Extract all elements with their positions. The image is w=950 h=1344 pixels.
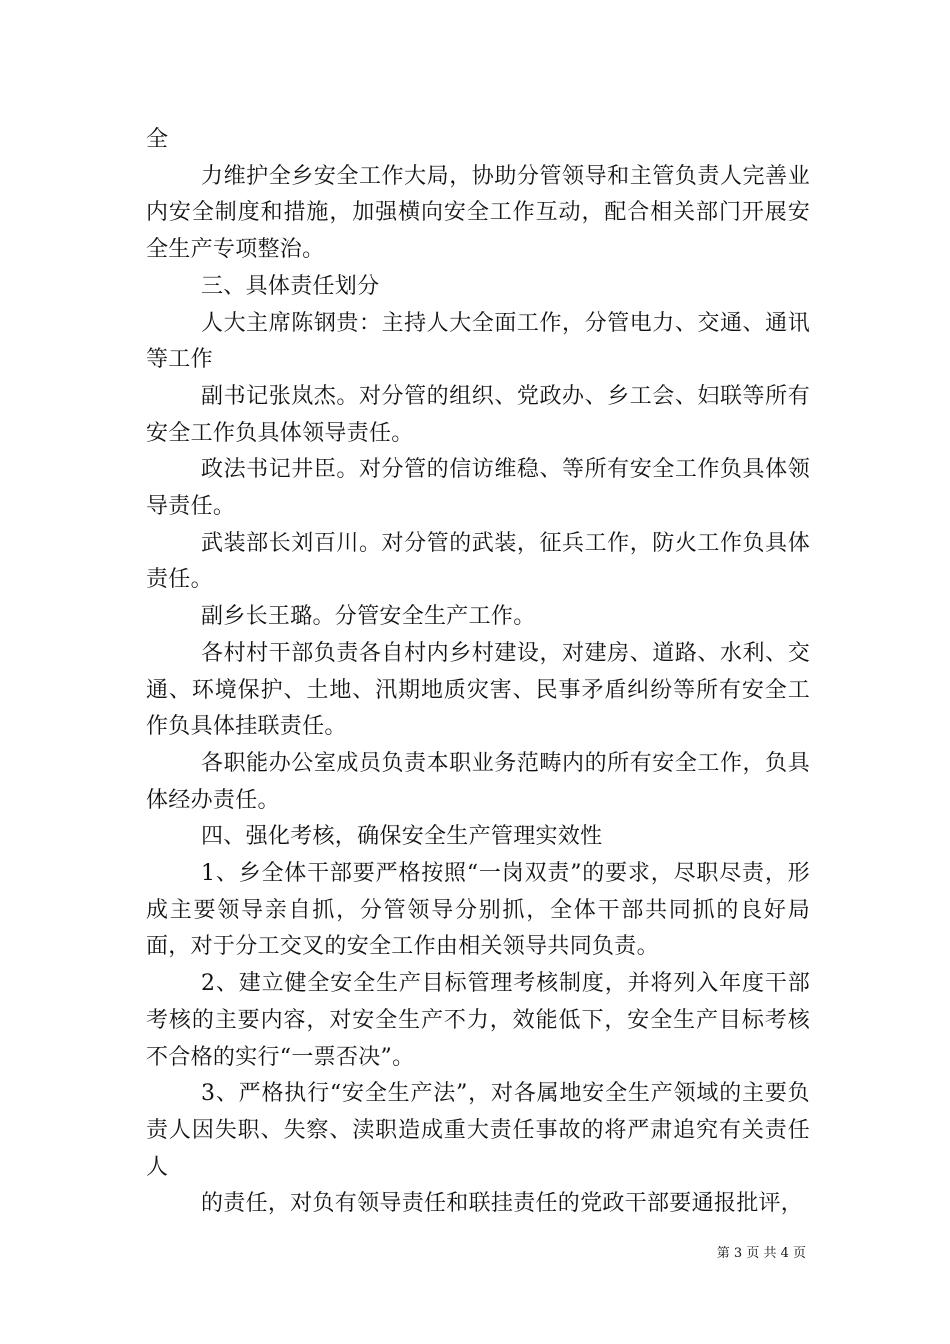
paragraph: 的责任，对负有领导责任和联挂责任的党政干部要通报批评， (201, 1191, 804, 1217)
paragraph: 2、建立健全安全生产目标管理考核制度，并将列入年度干部考核的主要内容，对安全生产不力，效能低下，安全生产目标考核不合格的实行“一票否决”。 (146, 971, 810, 1070)
paragraph: 政法书记井臣。对分管的信访维稳、等所有安全工作负具体领导责任。 (146, 457, 810, 520)
document-body (146, 122, 810, 1223)
paragraph: 各村村干部负责各自村内乡村建设，对建房、道路、水利、交通、环境保护、土地、汛期地质灾害、民事矛盾纠纷等所有安全工作负具体挂联责任。 (146, 640, 810, 740)
paragraph: 全 (146, 127, 169, 152)
page-number-footer: 第 3 页 共 4 页 (716, 1246, 806, 1261)
paragraph: 3、严格执行“安全生产法”，对各属地安全生产领域的主要负责人因失职、失察、渎职造成重大责任事故的将严肃追究有关责任人 (146, 1081, 810, 1180)
section-heading: 四、强化考核，确保安全生产管理实效性 (201, 824, 603, 850)
paragraph: 各职能办公室成员负责本职业务范畴内的所有安全工作，负具体经办责任。 (146, 750, 810, 813)
paragraph: 力维护全乡安全工作大局，协助分管领导和主管负责人完善业内安全制度和措施，加强横向安全工作互动，配合相关部门开展安全生产专项整治。 (146, 163, 810, 263)
paragraph: 武装部长刘百川。对分管的武装，征兵工作，防火工作负具体责任。 (146, 530, 810, 593)
paragraph: 人大主席陈钢贵：主持人大全面工作，分管电力、交通、通讯等工作 (146, 310, 810, 373)
paragraph: 副书记张岚杰。对分管的组织、党政办、乡工会、妇联等所有安全工作负具体领导责任。 (146, 383, 810, 446)
section-heading: 三、具体责任划分 (201, 273, 380, 299)
paragraph: 1、乡全体干部要严格按照“一岗双责”的要求，尽职尽责，形成主要领导亲自抓，分管领导分别抓，全体干部共同抓的良好局面，对于分工交叉的安全工作由相关领导共同负责。 (146, 861, 810, 960)
paragraph: 副乡长王璐。分管安全生产工作。 (201, 604, 536, 630)
